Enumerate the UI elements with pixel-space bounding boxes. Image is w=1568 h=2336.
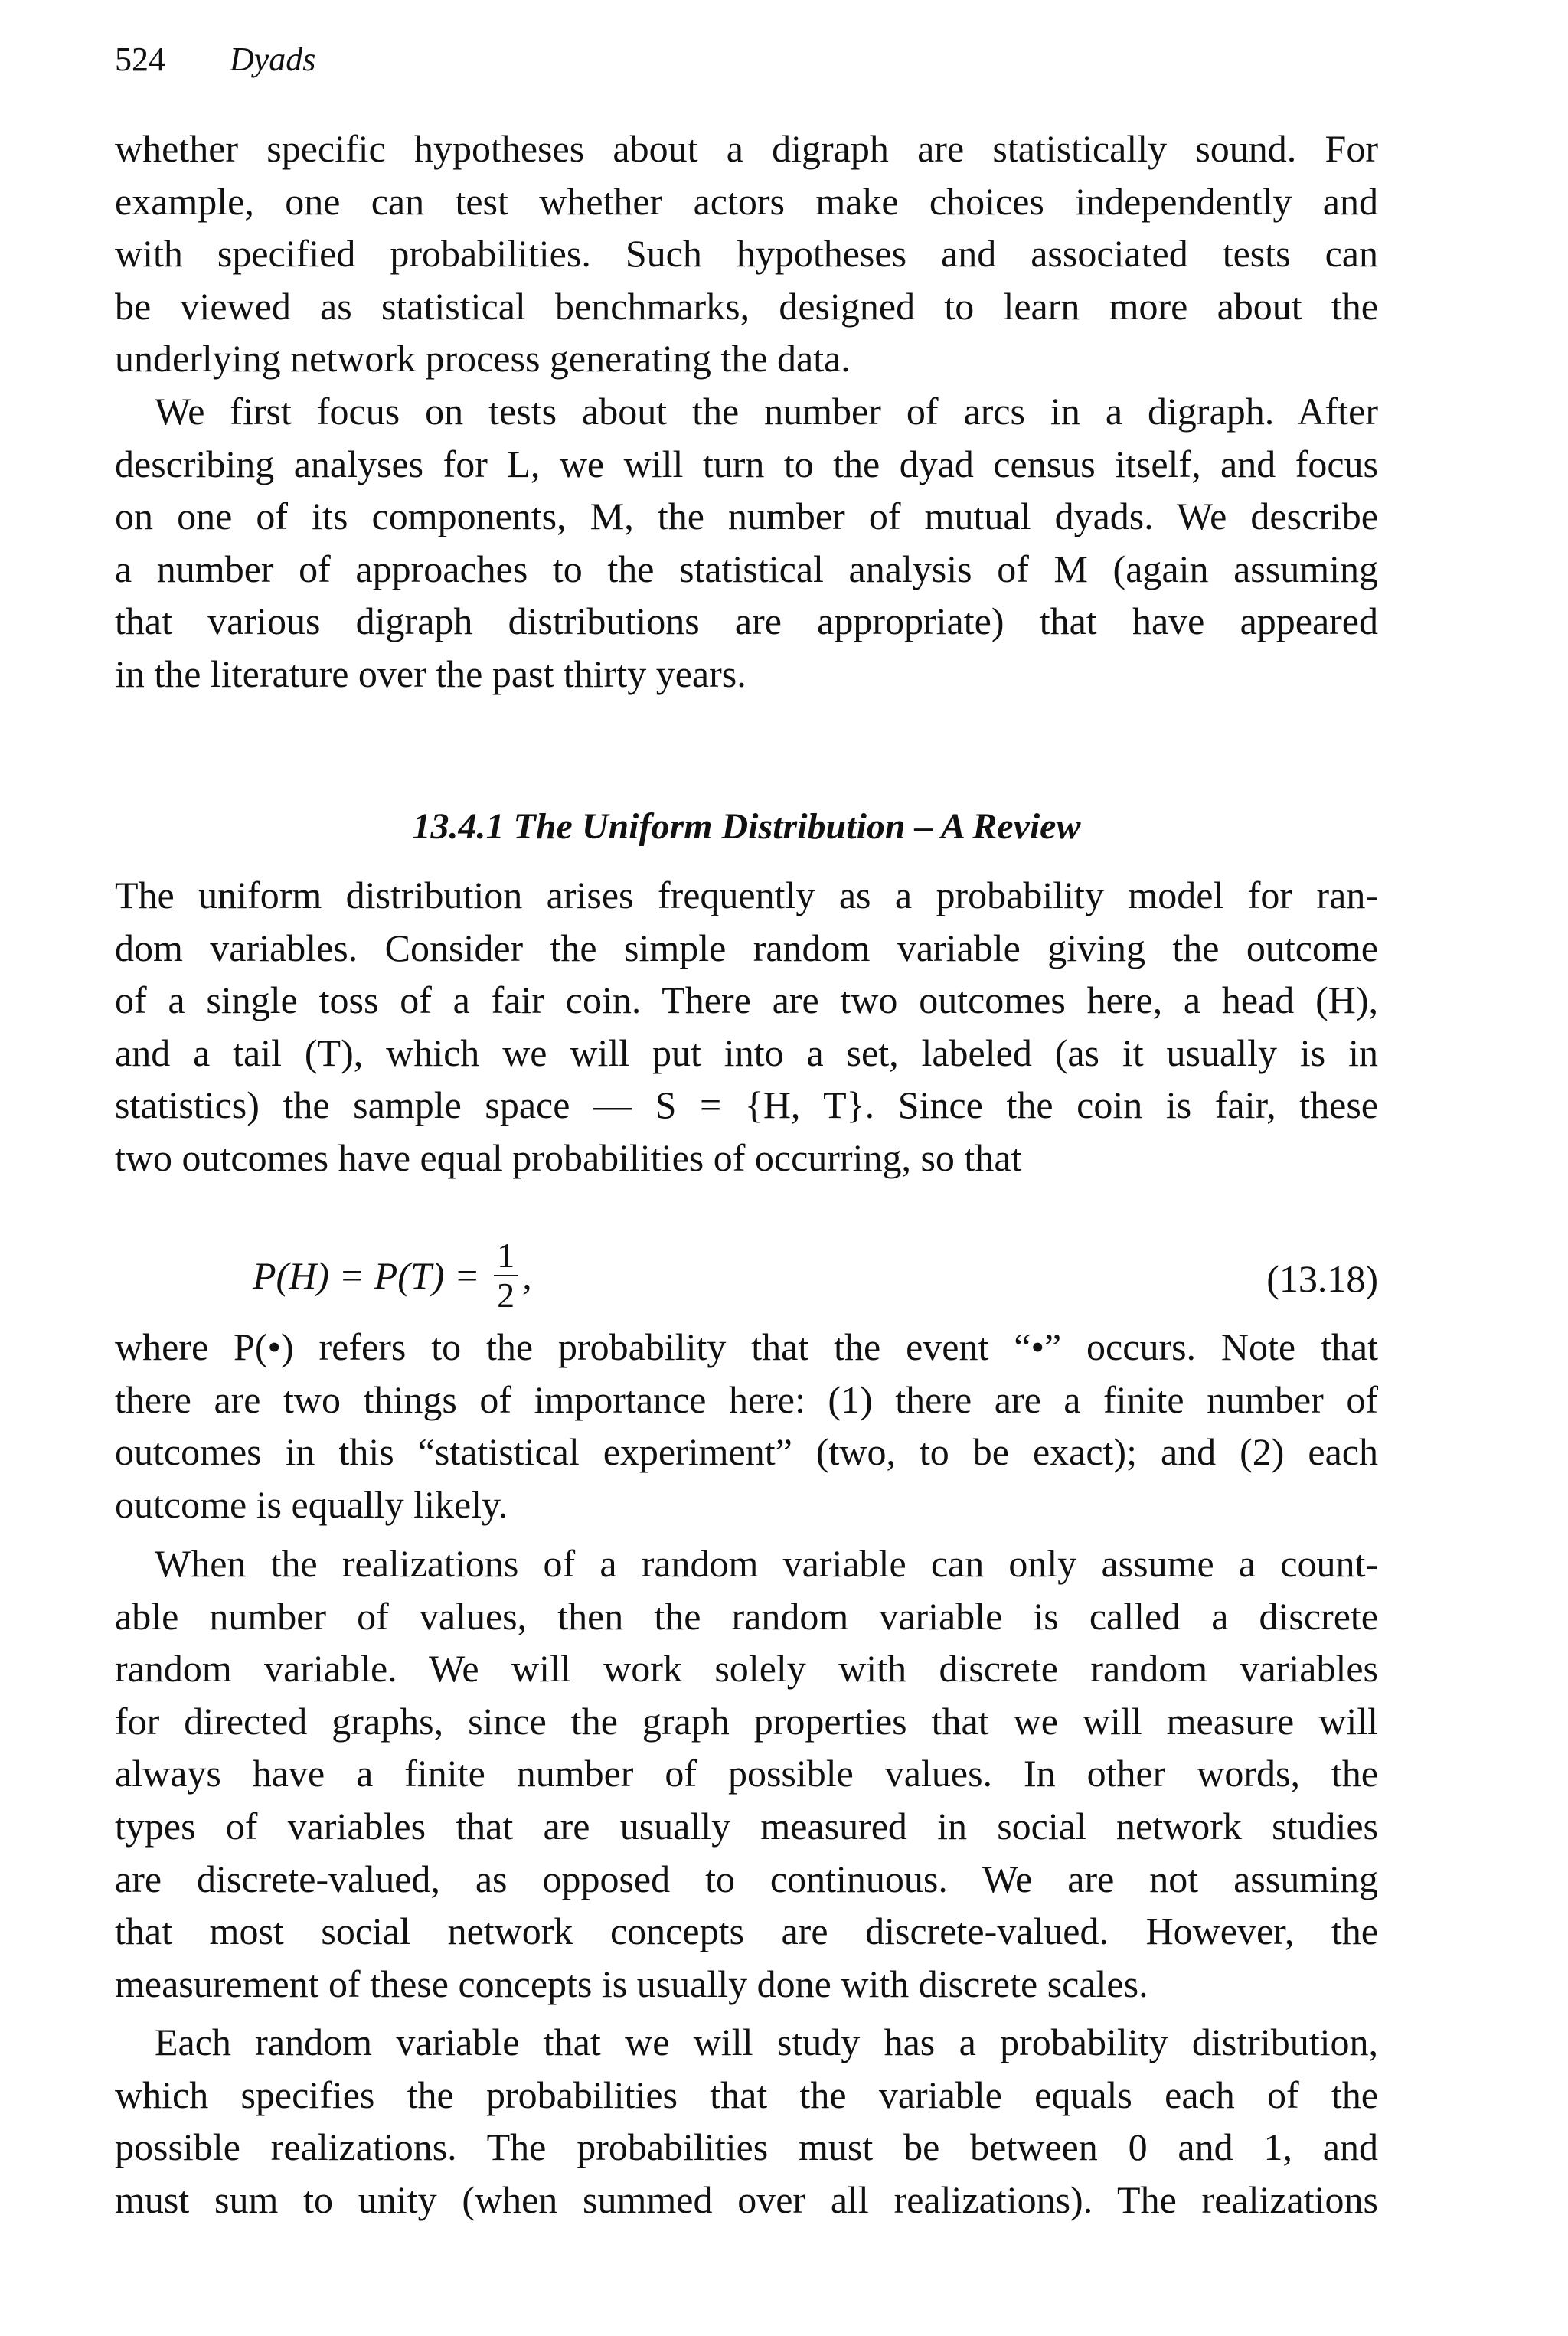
- text-line: describing analyses for L, we will turn to the dyad census itself, and focus: [115, 442, 1378, 485]
- section-paragraph-3: [115, 1537, 1378, 2010]
- text-line: dom variables. Consider the simple random variable giving the outcome: [115, 926, 1378, 969]
- text-line: two outcomes have equal probabilities of occurring, so that: [115, 1135, 1022, 1179]
- fraction-numerator: 1: [494, 1237, 518, 1276]
- intro-paragraph-1: [115, 123, 1378, 385]
- text-line: in the literature over the past thirty years.: [115, 652, 746, 695]
- text-line: with specified probabilities. Such hypotheses and associated tests can: [115, 232, 1378, 276]
- fraction: [494, 1237, 518, 1315]
- text-line: there are two things of importance here: (1) there are a finite number of: [115, 1377, 1378, 1421]
- text-line: that various digraph distributions are appropriate) that have appeared: [115, 600, 1378, 643]
- section-paragraph-4: [115, 2016, 1378, 2226]
- text-line: Each random variable that we will study has a probability distribution,: [155, 2021, 1378, 2063]
- section-paragraph-1: [115, 869, 1378, 1184]
- text-line: which specifies the probabilities that the variable equals each of the: [115, 2073, 1378, 2116]
- text-line: where P(•) refers to the probability that the event “•” occurs. Note that: [115, 1325, 1378, 1368]
- equation-lhs: P(H) = P(T) =: [253, 1254, 480, 1297]
- text-line: able number of values, then the random variable is called a discrete: [115, 1594, 1378, 1638]
- text-line: statistics) the sample space — S = {H, T}. Since the coin is fair, these: [115, 1083, 1378, 1127]
- running-title: Dyads: [230, 41, 316, 78]
- equation-trailing: ,: [522, 1254, 532, 1297]
- intro-paragraph-2: [115, 385, 1378, 701]
- text-line: always have a finite number of possible values. In other words, the: [115, 1752, 1378, 1795]
- fraction-denominator: 2: [497, 1276, 515, 1315]
- text-line: example, one can test whether actors make choices independently and: [115, 179, 1378, 223]
- text-line: We first focus on tests about the number of arcs in a digraph. After: [155, 390, 1378, 433]
- text-line: outcome is equally likely.: [115, 1482, 508, 1526]
- section-paragraph-2: [115, 1321, 1378, 1531]
- text-line: a number of approaches to the statistical analysis of M (again assuming: [115, 547, 1378, 590]
- text-line: whether specific hypotheses about a digraph are statistically sound. For: [115, 127, 1378, 170]
- text-line: underlying network process generating the data.: [115, 337, 851, 381]
- text-line: When the realizations of a random variable can only assume a count-: [155, 1542, 1378, 1585]
- section-heading: 13.4.1 The Uniform Distribution – A Review: [412, 806, 1081, 847]
- page-number: 524: [115, 41, 165, 78]
- text-line: random variable. We will work solely with discrete random variables: [115, 1647, 1378, 1691]
- text-line: that most social network concepts are discrete-valued. However, the: [115, 1910, 1378, 1953]
- text-line: measurement of these concepts is usually done with discrete scales.: [115, 1962, 1148, 2005]
- text-line: of a single toss of a fair coin. There are two outcomes here, a head (H),: [115, 979, 1378, 1022]
- text-line: be viewed as statistical benchmarks, designed to learn more about the: [115, 284, 1378, 328]
- equation-number: (13.18): [1266, 1257, 1378, 1300]
- equation-13-18: [253, 1237, 532, 1321]
- text-line: types of variables that are usually measured in social network studies: [115, 1804, 1378, 1848]
- text-line: for directed graphs, since the graph properties that we will measure will: [115, 1699, 1378, 1743]
- text-line: are discrete-valued, as opposed to continuous. We are not assuming: [115, 1857, 1378, 1900]
- text-line: outcomes in this “statistical experiment” (two, to be exact); and (2) each: [115, 1430, 1378, 1474]
- text-line: possible realizations. The probabilities must be between 0 and 1, and: [115, 2125, 1378, 2169]
- text-line: must sum to unity (when summed over all realizations). The realizations: [115, 2178, 1378, 2221]
- running-head: [115, 37, 315, 83]
- text-line: on one of its components, M, the number of mutual dyads. We describe: [115, 495, 1378, 538]
- text-line: The uniform distribution arises frequently as a probability model for ran-: [115, 874, 1378, 916]
- text-line: and a tail (T), which we will put into a set, labeled (as it usually is in: [115, 1031, 1378, 1074]
